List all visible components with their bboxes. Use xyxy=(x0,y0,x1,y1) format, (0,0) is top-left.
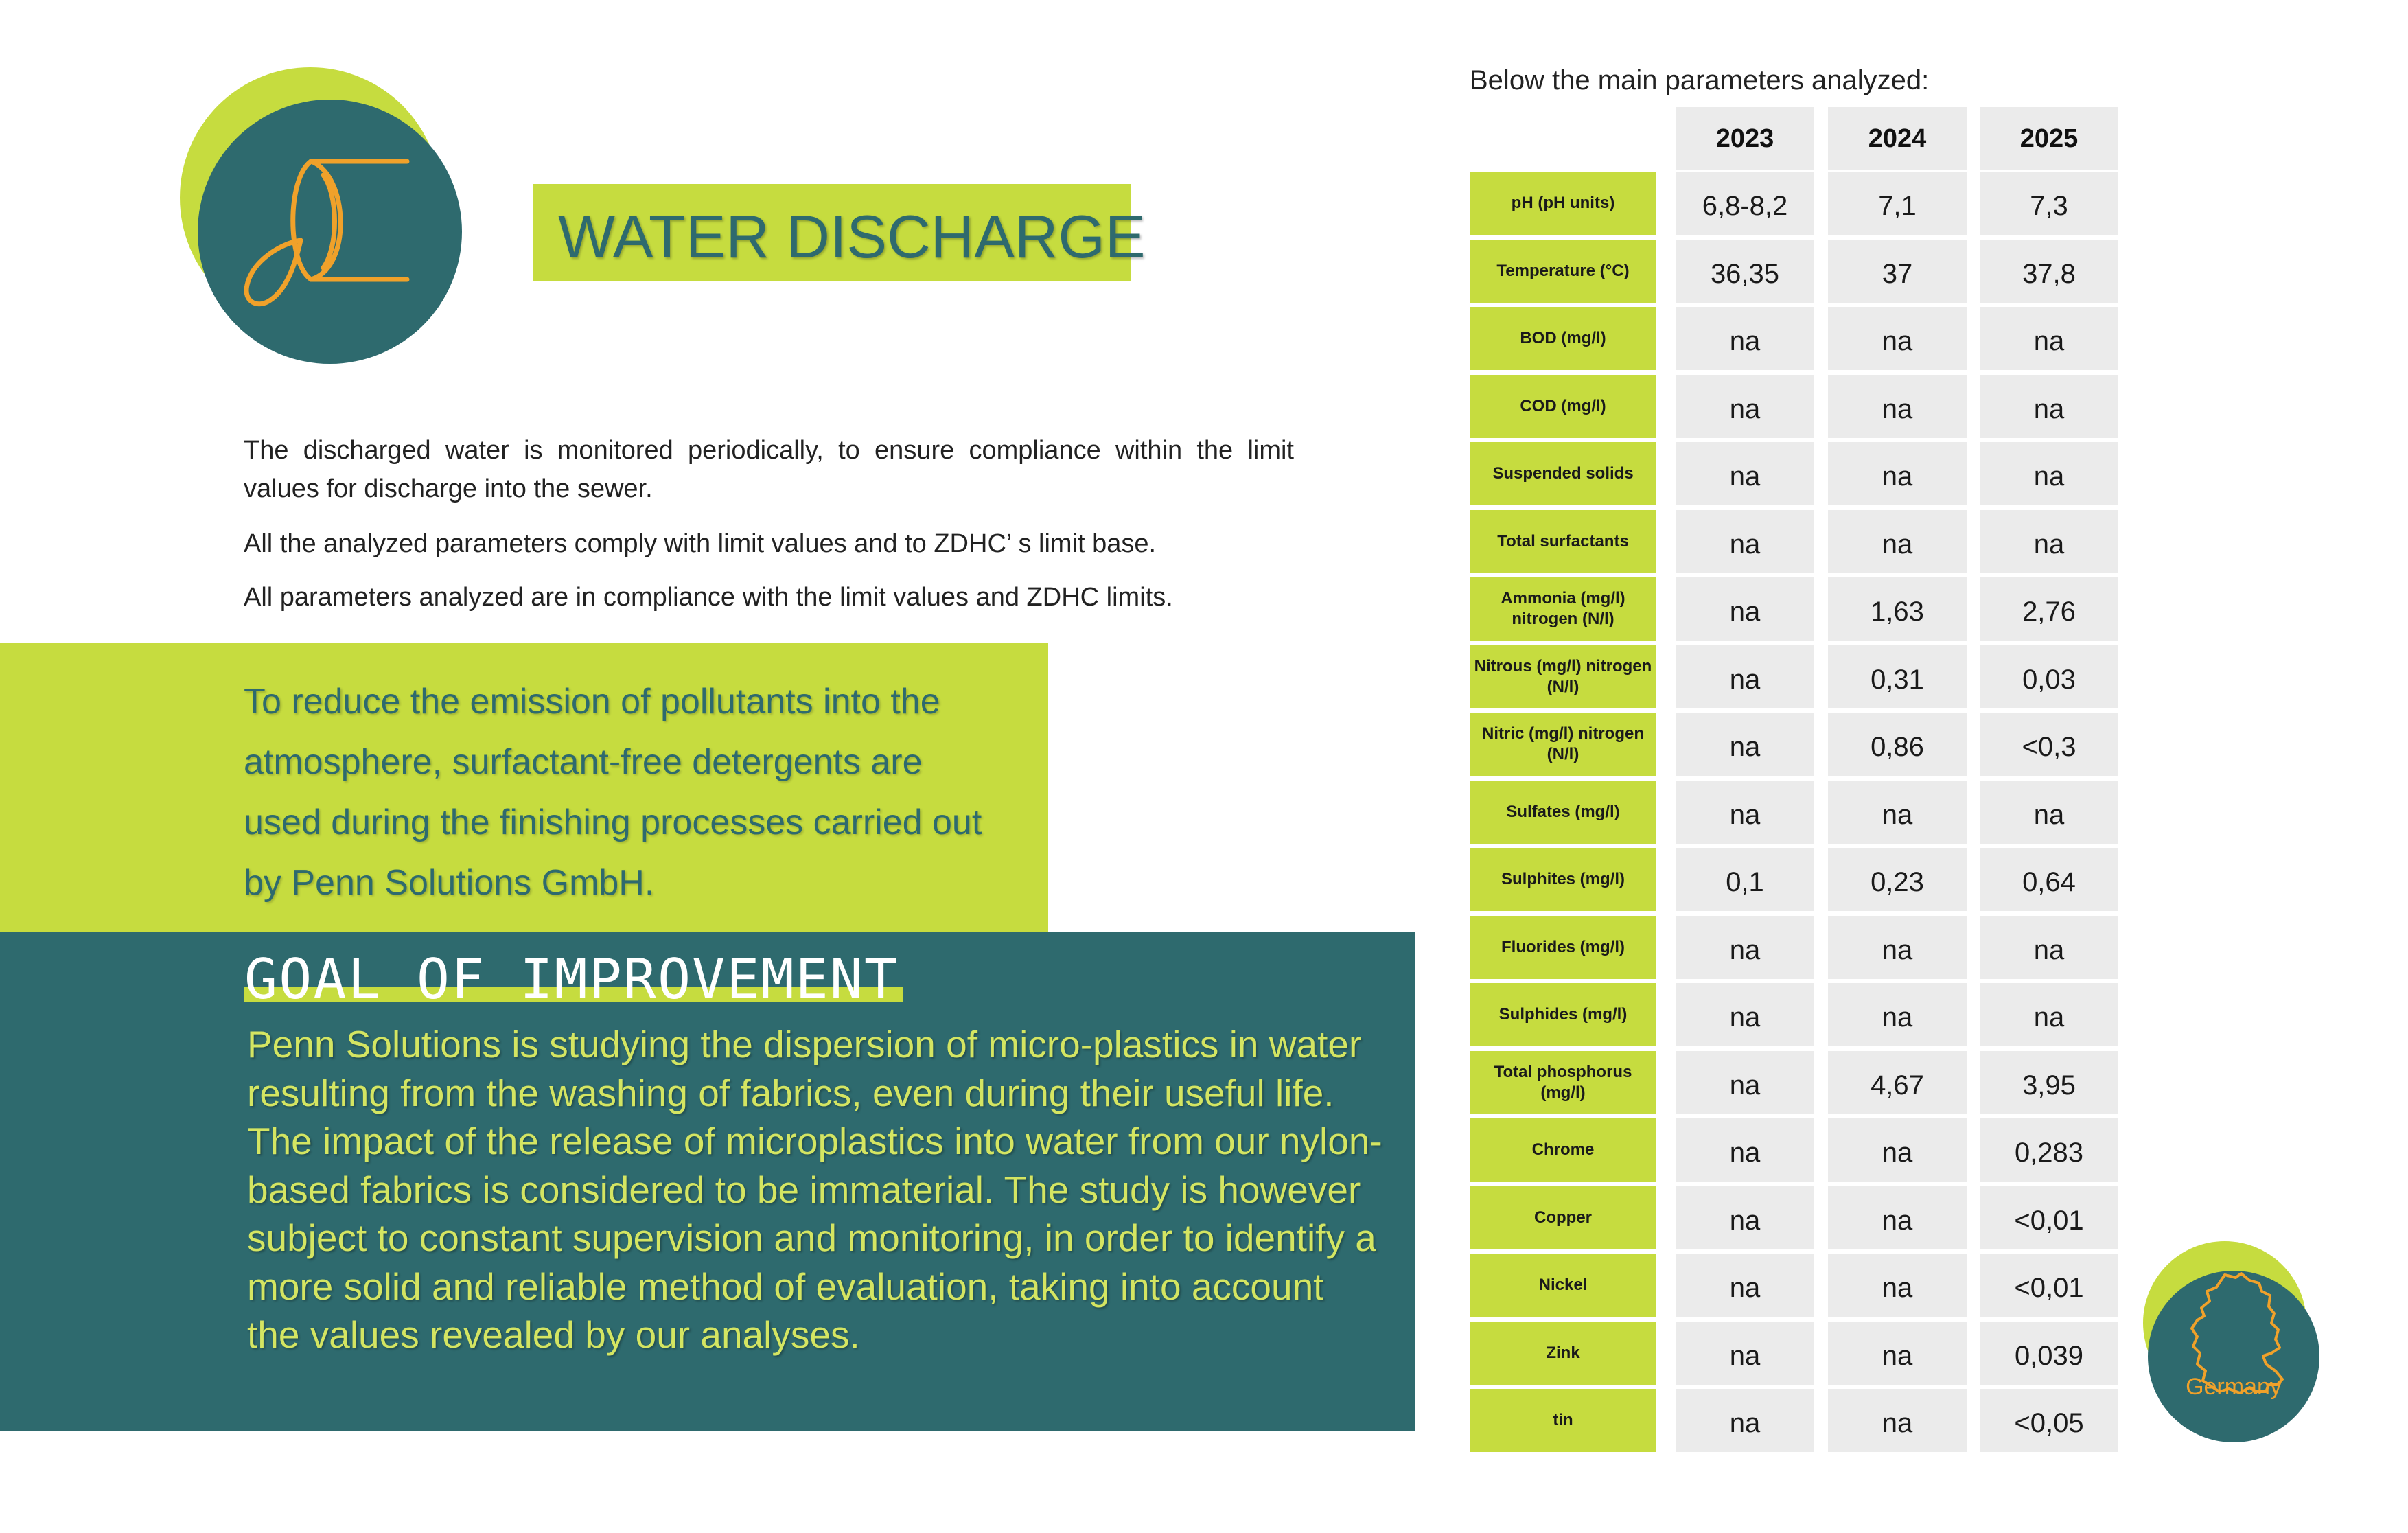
parameter-value: 1,63 xyxy=(1828,577,1967,641)
parameter-value: 0,23 xyxy=(1828,848,1967,911)
goal-band xyxy=(0,932,1415,1431)
parameter-value: 4,67 xyxy=(1828,1051,1967,1114)
parameter-label: BOD (mg/l) xyxy=(1470,307,1656,370)
parameter-value: na xyxy=(1980,375,2118,438)
badge-label: Germany xyxy=(2186,1374,2282,1400)
parameter-label: Zink xyxy=(1470,1322,1656,1385)
parameter-value: na xyxy=(1676,1118,1814,1182)
parameter-value: 3,95 xyxy=(1980,1051,2118,1114)
goal-title: GOAL OF IMPROVEMENT xyxy=(244,947,899,1011)
parameter-value: na xyxy=(1676,1322,1814,1385)
parameter-value: na xyxy=(1676,1186,1814,1249)
parameter-value: na xyxy=(1828,510,1967,573)
parameter-value: na xyxy=(1828,1322,1967,1385)
parameter-value: na xyxy=(1828,916,1967,979)
parameter-label: Nitrous (mg/l) nitrogen (N/l) xyxy=(1470,645,1656,708)
title-banner xyxy=(533,184,1146,281)
parameter-value: 37 xyxy=(1828,240,1967,303)
parameter-label: Chrome xyxy=(1470,1118,1656,1182)
parameter-value: 0,03 xyxy=(1980,645,2118,708)
parameter-value: na xyxy=(1676,1051,1814,1114)
parameter-value: na xyxy=(1980,442,2118,505)
parameter-label: Sulphides (mg/l) xyxy=(1470,983,1656,1046)
parameter-value: na xyxy=(1676,1389,1814,1452)
parameter-label: Nickel xyxy=(1470,1254,1656,1317)
parameter-value: <0,3 xyxy=(1980,713,2118,776)
parameter-value: 37,8 xyxy=(1980,240,2118,303)
year-header: 2025 xyxy=(1980,107,2118,170)
parameter-value: na xyxy=(1828,1254,1967,1317)
parameter-label: Copper xyxy=(1470,1186,1656,1249)
parameter-value: na xyxy=(1676,916,1814,979)
parameter-value: na xyxy=(1828,375,1967,438)
parameter-value: na xyxy=(1676,645,1814,708)
parameter-value: na xyxy=(1676,1254,1814,1317)
highlight-text: To reduce the emission of pollutants into the atmosphere, surfactant-free detergents are used during the finishing processes carried out by Penn Solutions GmbH. xyxy=(244,682,982,903)
parameter-label: COD (mg/l) xyxy=(1470,375,1656,438)
parameter-value: 2,76 xyxy=(1980,577,2118,641)
parameter-value: 36,35 xyxy=(1676,240,1814,303)
parameter-value: <0,01 xyxy=(1980,1254,2118,1317)
parameter-value: na xyxy=(1828,1389,1967,1452)
parameter-value: 0,86 xyxy=(1828,713,1967,776)
parameter-value: na xyxy=(1980,916,2118,979)
parameter-label: Sulfates (mg/l) xyxy=(1470,781,1656,844)
intro-paragraph-3: All parameters analyzed are in compliance with the limit values and ZDHC limits. xyxy=(244,583,1173,612)
parameter-value: <0,01 xyxy=(1980,1186,2118,1249)
parameter-value: 0,1 xyxy=(1676,848,1814,911)
parameter-label: Nitric (mg/l) nitrogen (N/l) xyxy=(1470,713,1656,776)
parameter-value: 0,31 xyxy=(1828,645,1967,708)
page-title: WATER DISCHARGE xyxy=(558,203,1146,270)
parameter-value: 0,283 xyxy=(1980,1118,2118,1182)
water-pipe-drop-icon xyxy=(198,100,462,364)
parameter-value: na xyxy=(1676,307,1814,370)
year-header: 2023 xyxy=(1676,107,1814,170)
parameter-value: na xyxy=(1980,781,2118,844)
parameter-value: na xyxy=(1676,510,1814,573)
parameter-value: 0,64 xyxy=(1980,848,2118,911)
parameter-value: na xyxy=(1980,510,2118,573)
parameter-label: Total phosphorus (mg/l) xyxy=(1470,1051,1656,1114)
parameter-value: na xyxy=(1676,375,1814,438)
year-header: 2024 xyxy=(1828,107,1967,170)
parameter-value: na xyxy=(1980,983,2118,1046)
parameter-value: 0,039 xyxy=(1980,1322,2118,1385)
parameter-label: Temperature (°C) xyxy=(1470,240,1656,303)
parameter-label: pH (pH units) xyxy=(1470,172,1656,235)
table-caption: Below the main parameters analyzed: xyxy=(1470,65,1930,95)
parameter-label: Suspended solids xyxy=(1470,442,1656,505)
parameter-label: Ammonia (mg/l) nitrogen (N/l) xyxy=(1470,577,1656,641)
parameter-value: na xyxy=(1676,577,1814,641)
germany-map-icon xyxy=(2148,1271,2319,1442)
parameter-label: Total surfactants xyxy=(1470,510,1656,573)
parameter-label: tin xyxy=(1470,1389,1656,1452)
parameter-label: Fluorides (mg/l) xyxy=(1470,916,1656,979)
intro-paragraph-2: All the analyzed parameters comply with limit values and to ZDHC’ s limit base. xyxy=(244,529,1157,558)
parameter-value: 7,3 xyxy=(1980,172,2118,235)
parameter-value: na xyxy=(1676,983,1814,1046)
germany-badge xyxy=(2148,1271,2319,1442)
water-pipe-drop-graphic xyxy=(198,100,462,364)
parameter-value: 6,8-8,2 xyxy=(1676,172,1814,235)
parameter-value: na xyxy=(1676,781,1814,844)
parameter-value: na xyxy=(1828,781,1967,844)
intro-paragraph-1: The discharged water is monitored periodically, to ensure compliance within the limit values for discharge into the sewer. xyxy=(244,436,1294,503)
parameter-value: na xyxy=(1828,1186,1967,1249)
parameter-value: na xyxy=(1980,307,2118,370)
parameter-value: na xyxy=(1828,983,1967,1046)
parameter-value: na xyxy=(1828,1118,1967,1182)
parameter-value: <0,05 xyxy=(1980,1389,2118,1452)
goal-text: Penn Solutions is studying the dispersion of micro-plastics in water resulting from the washing of fabrics, even during their useful life. The impact of the release of microplastics into water from our nylon-based fabrics is considered to be immaterial. The study is however subject to constant supervision and monitoring, in order to identify a more solid and reliable method of evaluation, taking into account the values revealed by our analyses. xyxy=(247,1023,1382,1356)
parameter-value: na xyxy=(1676,713,1814,776)
highlight-band xyxy=(0,643,1048,932)
parameter-value: na xyxy=(1676,442,1814,505)
parameter-value: na xyxy=(1828,442,1967,505)
parameter-value: 7,1 xyxy=(1828,172,1967,235)
parameter-label: Sulphites (mg/l) xyxy=(1470,848,1656,911)
parameter-value: na xyxy=(1828,307,1967,370)
